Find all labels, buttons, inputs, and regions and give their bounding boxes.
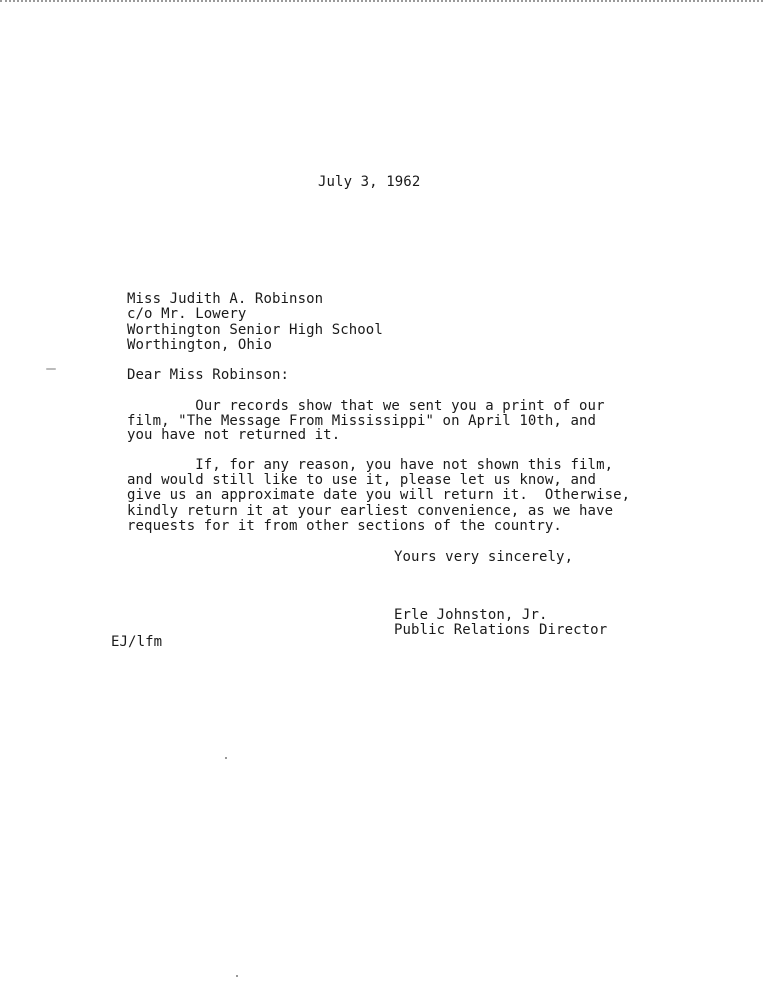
- paragraph-line: kindly return it at your earliest convenience, as we have: [127, 503, 614, 519]
- scan-speck: [225, 757, 227, 759]
- salutation: Dear Miss Robinson:: [127, 367, 290, 383]
- typist-initials: EJ/lfm: [111, 634, 163, 650]
- paragraph-line: film, "The Message From Mississippi" on April 10th, and: [127, 413, 597, 429]
- recipient-school: Worthington Senior High School: [127, 322, 383, 338]
- page-top-edge: [0, 0, 763, 6]
- signer-name: Erle Johnston, Jr.: [394, 607, 548, 623]
- scan-speck: [46, 368, 56, 370]
- letter-date: July 3, 1962: [318, 174, 421, 190]
- paragraph-line: give us an approximate date you will return it. Otherwise,: [127, 487, 631, 503]
- closing: Yours very sincerely,: [394, 549, 574, 565]
- paragraph-line: Our records show that we sent you a print of our: [127, 398, 605, 414]
- recipient-name: Miss Judith A. Robinson: [127, 291, 324, 307]
- signer-title: Public Relations Director: [394, 622, 608, 638]
- scan-speck: [236, 975, 238, 977]
- paragraph-line: you have not returned it.: [127, 427, 341, 443]
- recipient-care-of: c/o Mr. Lowery: [127, 306, 247, 322]
- paragraph-line: requests for it from other sections of the country.: [127, 518, 562, 534]
- paragraph-line: If, for any reason, you have not shown this film,: [127, 457, 614, 473]
- paragraph-line: and would still like to use it, please let us know, and: [127, 472, 597, 488]
- recipient-city: Worthington, Ohio: [127, 337, 272, 353]
